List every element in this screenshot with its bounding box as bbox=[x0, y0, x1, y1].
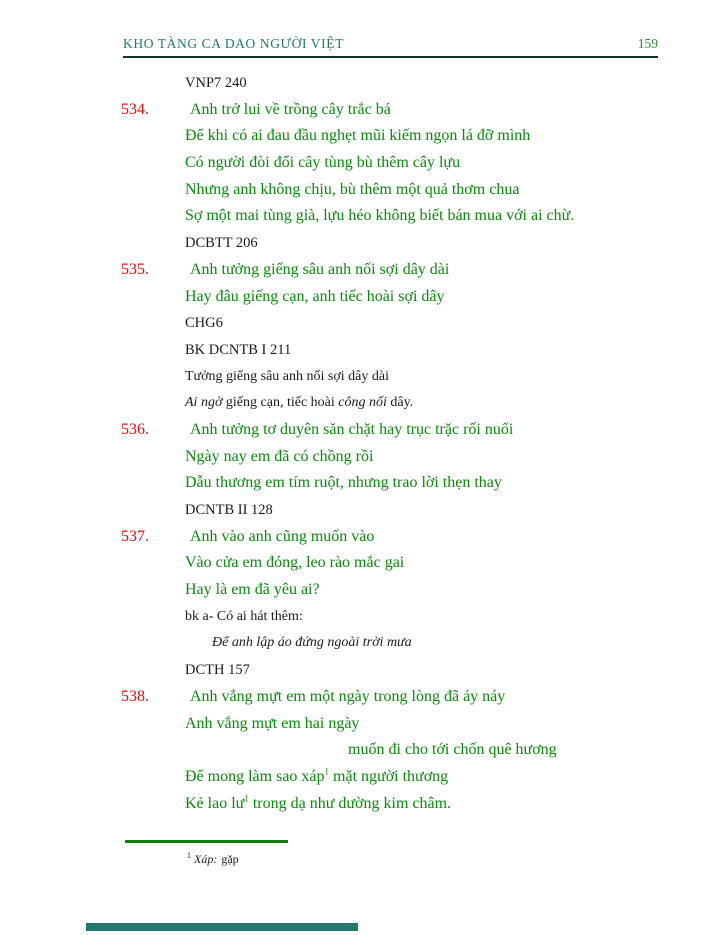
source-code bbox=[0, 337, 723, 364]
footnote-definition: gặp bbox=[221, 852, 239, 866]
footer-bar bbox=[86, 923, 358, 931]
source-code-text: DCTH 157 bbox=[185, 662, 250, 679]
poem-line bbox=[0, 177, 723, 204]
poem-line-text: muốn đi cho tới chốn quê hương bbox=[348, 741, 557, 759]
source-code-text: DCNTB II 128 bbox=[185, 502, 273, 518]
poem-line-text: Anh vắng mựt em một ngày trong lòng đã áy náy bbox=[190, 687, 506, 705]
annotation-line bbox=[0, 604, 723, 631]
variant-verse-text: Để anh lập áo đứng ngoài trời mưa bbox=[212, 635, 412, 651]
footnote-marker: 1 bbox=[244, 793, 249, 804]
poem-line-text: Có người đòi đổi cây tùng bù thêm cây lựu bbox=[185, 154, 461, 172]
poem-line-indented bbox=[0, 737, 723, 764]
poem-line bbox=[0, 150, 723, 177]
poem-line bbox=[0, 577, 723, 604]
poem-line bbox=[0, 444, 723, 471]
poem-first-line bbox=[0, 257, 723, 284]
source-code-text: BK DCNTB I 211 bbox=[185, 341, 292, 358]
variant-segment: giếng cạn, tiếc hoài bbox=[225, 395, 339, 411]
variant-line-text: Tưởng giếng sâu anh nối sợi dây dài bbox=[185, 368, 389, 384]
poem-line bbox=[0, 284, 723, 311]
poem-line-text: Hay là em đã yêu ai? bbox=[185, 581, 320, 599]
poem-line-text: Để khi có ai đau đầu nghẹt mũi kiếm ngọn lá đỡ mình bbox=[185, 127, 531, 145]
poem-line-text: Anh vắng mựt em hai ngày bbox=[185, 714, 360, 732]
entry-number: 535. bbox=[121, 260, 149, 278]
source-code bbox=[0, 657, 723, 684]
poem-line-text: Vào cửa em đóng, leo rào mắc gai bbox=[185, 554, 405, 572]
poem-line-text: Anh tưởng giếng sâu anh nối sợi dây dài bbox=[190, 260, 450, 278]
source-code bbox=[0, 230, 723, 257]
page-content bbox=[0, 70, 723, 817]
entry-number: 536. bbox=[121, 420, 149, 438]
entry-number: 538. bbox=[121, 687, 149, 705]
footnote bbox=[187, 850, 239, 868]
poem-line-text: Anh trở lui về trồng cây trắc bá bbox=[190, 100, 391, 118]
poem-line-text: mặt người thương bbox=[329, 767, 449, 785]
page-number: 159 bbox=[637, 36, 658, 51]
poem-first-line bbox=[0, 417, 723, 444]
entry-number: 537. bbox=[121, 527, 149, 545]
poem-line-text: trong dạ như dường kim châm. bbox=[248, 794, 452, 812]
poem-first-line bbox=[0, 684, 723, 711]
poem-first-line bbox=[0, 524, 723, 551]
poem-line-text: Anh tưởng tơ duyên săn chặt hay trục trặc rối nuổi bbox=[190, 420, 514, 438]
entry-number: 534. bbox=[121, 100, 149, 118]
book-title: KHO TÀNG CA DAO NGƯỜI VIỆT bbox=[123, 36, 344, 51]
source-code bbox=[0, 497, 723, 524]
poem-line bbox=[0, 711, 723, 738]
source-code bbox=[0, 70, 723, 97]
annotation-text: bk a- Có ai hát thêm: bbox=[185, 608, 303, 624]
source-code-text: VNP7 240 bbox=[185, 75, 247, 91]
poem-line-text: Nhưng anh không chịu, bù thêm một quả thơm chua bbox=[185, 180, 520, 198]
poem-line-text: Sợ một mai tùng già, lựu héo không biết bán mua với ai chừ. bbox=[185, 207, 575, 225]
poem-line-text: Anh vào anh cũng muốn vào bbox=[190, 527, 375, 545]
variant-verse-line bbox=[0, 630, 723, 657]
poem-line bbox=[0, 550, 723, 577]
source-code-text: DCBTT 206 bbox=[185, 235, 258, 252]
footnote-term: Xáp: bbox=[194, 852, 218, 866]
source-code bbox=[0, 310, 723, 337]
variant-italic-segment: công nối bbox=[338, 395, 391, 411]
variant-segment: dây. bbox=[390, 395, 414, 411]
variant-italic-segment: Ai ngờ bbox=[185, 395, 226, 411]
footnote-marker: 1 bbox=[324, 766, 330, 777]
poem-line-text: Hay đâu giếng cạn, anh tiếc hoài sợi dây bbox=[185, 287, 445, 305]
poem-line bbox=[0, 203, 723, 230]
poem-line bbox=[0, 791, 723, 818]
footnote-separator bbox=[125, 840, 288, 843]
variant-line bbox=[0, 390, 723, 417]
poem-line bbox=[0, 470, 723, 497]
header-rule bbox=[123, 56, 658, 58]
poem-first-line bbox=[0, 97, 723, 124]
variant-line bbox=[0, 364, 723, 391]
poem-line bbox=[0, 123, 723, 150]
poem-line-text: Ngày nay em đã có chồng rồi bbox=[185, 447, 374, 465]
poem-line-text: Để mong làm sao xáp bbox=[185, 767, 325, 785]
source-code-text: CHG6 bbox=[185, 315, 223, 332]
poem-line-text: Dẫu thương em tím ruột, nhưng trao lời thẹn thay bbox=[185, 474, 502, 492]
poem-line bbox=[0, 764, 723, 791]
footnote-marker: 1 bbox=[187, 851, 191, 860]
poem-line-text: Kẻ lao lư bbox=[185, 794, 245, 812]
page-header bbox=[123, 36, 658, 52]
